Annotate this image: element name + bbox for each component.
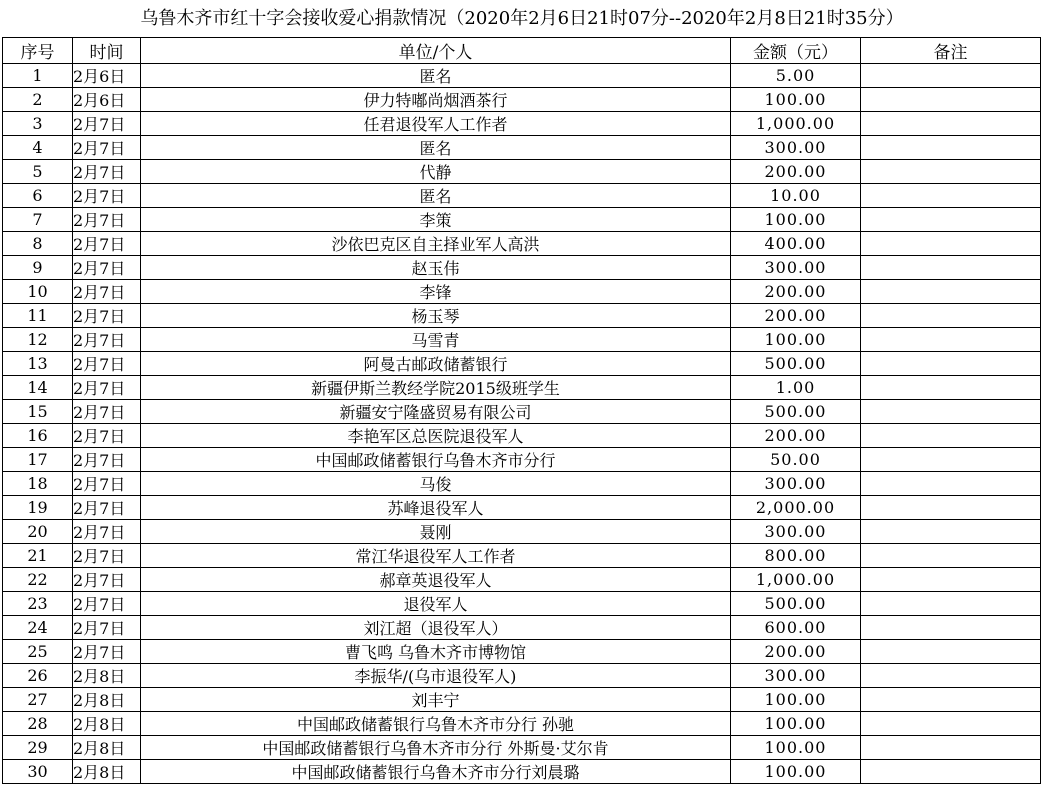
cell-amount: 300.00 xyxy=(731,472,861,496)
header-amount: 金额（元） xyxy=(731,38,861,64)
cell-amount: 200.00 xyxy=(731,424,861,448)
cell-unit: 阿曼古邮政储蓄银行 xyxy=(141,352,731,376)
cell-note xyxy=(861,592,1041,616)
cell-no: 5 xyxy=(3,160,73,184)
table-row xyxy=(3,448,1041,472)
cell-amount: 200.00 xyxy=(731,280,861,304)
cell-no: 9 xyxy=(3,256,73,280)
cell-time: 2月8日 xyxy=(73,712,141,736)
cell-time: 2月8日 xyxy=(73,664,141,688)
cell-time: 2月6日 xyxy=(73,64,141,88)
table-row xyxy=(3,112,1041,136)
cell-amount: 1,000.00 xyxy=(731,568,861,592)
table-row xyxy=(3,352,1041,376)
cell-no: 3 xyxy=(3,112,73,136)
cell-unit: 赵玉伟 xyxy=(141,256,731,280)
cell-note xyxy=(861,208,1041,232)
table-row xyxy=(3,640,1041,664)
cell-time: 2月7日 xyxy=(73,208,141,232)
cell-no: 21 xyxy=(3,544,73,568)
cell-unit: 郝章英退役军人 xyxy=(141,568,731,592)
cell-time: 2月7日 xyxy=(73,280,141,304)
cell-note xyxy=(861,352,1041,376)
cell-time: 2月8日 xyxy=(73,688,141,712)
table-row xyxy=(3,712,1041,736)
cell-no: 24 xyxy=(3,616,73,640)
cell-time: 2月7日 xyxy=(73,352,141,376)
cell-note xyxy=(861,256,1041,280)
cell-amount: 100.00 xyxy=(731,328,861,352)
cell-unit: 中国邮政储蓄银行乌鲁木齐市分行刘晨璐 xyxy=(141,760,731,784)
header-time: 时间 xyxy=(73,38,141,64)
table-row xyxy=(3,760,1041,784)
header-unit: 单位/个人 xyxy=(141,38,731,64)
cell-unit: 新疆伊斯兰教经学院2015级班学生 xyxy=(141,376,731,400)
cell-note xyxy=(861,616,1041,640)
cell-amount: 300.00 xyxy=(731,256,861,280)
table-row xyxy=(3,424,1041,448)
cell-time: 2月7日 xyxy=(73,400,141,424)
cell-time: 2月7日 xyxy=(73,184,141,208)
cell-unit: 新疆安宁隆盛贸易有限公司 xyxy=(141,400,731,424)
cell-no: 22 xyxy=(3,568,73,592)
cell-no: 14 xyxy=(3,376,73,400)
cell-unit: 伊力特嘟尚烟酒茶行 xyxy=(141,88,731,112)
cell-time: 2月7日 xyxy=(73,448,141,472)
cell-no: 29 xyxy=(3,736,73,760)
table-row xyxy=(3,496,1041,520)
cell-amount: 10.00 xyxy=(731,184,861,208)
table-header-row xyxy=(3,38,1041,64)
cell-amount: 100.00 xyxy=(731,688,861,712)
cell-unit: 匿名 xyxy=(141,136,731,160)
cell-amount: 500.00 xyxy=(731,400,861,424)
cell-note xyxy=(861,664,1041,688)
cell-time: 2月7日 xyxy=(73,136,141,160)
cell-unit: 匿名 xyxy=(141,64,731,88)
cell-no: 2 xyxy=(3,88,73,112)
cell-note xyxy=(861,376,1041,400)
cell-time: 2月7日 xyxy=(73,472,141,496)
cell-note xyxy=(861,232,1041,256)
cell-amount: 2,000.00 xyxy=(731,496,861,520)
cell-amount: 300.00 xyxy=(731,136,861,160)
cell-time: 2月6日 xyxy=(73,88,141,112)
cell-amount: 200.00 xyxy=(731,160,861,184)
cell-no: 27 xyxy=(3,688,73,712)
cell-no: 7 xyxy=(3,208,73,232)
cell-time: 2月7日 xyxy=(73,496,141,520)
cell-no: 15 xyxy=(3,400,73,424)
cell-unit: 匿名 xyxy=(141,184,731,208)
cell-amount: 300.00 xyxy=(731,664,861,688)
table-row xyxy=(3,664,1041,688)
cell-unit: 李锋 xyxy=(141,280,731,304)
cell-no: 25 xyxy=(3,640,73,664)
cell-no: 20 xyxy=(3,520,73,544)
cell-no: 8 xyxy=(3,232,73,256)
cell-amount: 100.00 xyxy=(731,208,861,232)
cell-no: 19 xyxy=(3,496,73,520)
table-row xyxy=(3,688,1041,712)
cell-unit: 聂刚 xyxy=(141,520,731,544)
cell-note xyxy=(861,448,1041,472)
cell-note xyxy=(861,328,1041,352)
cell-note xyxy=(861,280,1041,304)
cell-note xyxy=(861,112,1041,136)
table-body xyxy=(3,64,1041,784)
cell-note xyxy=(861,304,1041,328)
cell-no: 18 xyxy=(3,472,73,496)
cell-note xyxy=(861,136,1041,160)
cell-no: 28 xyxy=(3,712,73,736)
cell-note xyxy=(861,184,1041,208)
cell-time: 2月7日 xyxy=(73,232,141,256)
cell-amount: 200.00 xyxy=(731,640,861,664)
cell-unit: 退役军人 xyxy=(141,592,731,616)
cell-time: 2月7日 xyxy=(73,616,141,640)
table-row xyxy=(3,328,1041,352)
cell-amount: 600.00 xyxy=(731,616,861,640)
table-row xyxy=(3,736,1041,760)
table-row xyxy=(3,280,1041,304)
cell-time: 2月8日 xyxy=(73,760,141,784)
table-row xyxy=(3,64,1041,88)
cell-unit: 刘江超（退役军人） xyxy=(141,616,731,640)
cell-unit: 李策 xyxy=(141,208,731,232)
cell-unit: 马俊 xyxy=(141,472,731,496)
cell-no: 17 xyxy=(3,448,73,472)
cell-time: 2月7日 xyxy=(73,568,141,592)
cell-note xyxy=(861,760,1041,784)
cell-note xyxy=(861,640,1041,664)
table-row xyxy=(3,520,1041,544)
cell-no: 26 xyxy=(3,664,73,688)
cell-no: 23 xyxy=(3,592,73,616)
cell-no: 10 xyxy=(3,280,73,304)
cell-amount: 500.00 xyxy=(731,592,861,616)
cell-no: 6 xyxy=(3,184,73,208)
cell-no: 12 xyxy=(3,328,73,352)
cell-time: 2月7日 xyxy=(73,544,141,568)
cell-note xyxy=(861,712,1041,736)
header-note: 备注 xyxy=(861,38,1041,64)
cell-time: 2月7日 xyxy=(73,592,141,616)
cell-amount: 100.00 xyxy=(731,736,861,760)
table-row xyxy=(3,256,1041,280)
cell-unit: 杨玉琴 xyxy=(141,304,731,328)
cell-unit: 中国邮政储蓄银行乌鲁木齐市分行 xyxy=(141,448,731,472)
cell-note xyxy=(861,472,1041,496)
cell-unit: 中国邮政储蓄银行乌鲁木齐市分行 外斯曼·艾尔肯 xyxy=(141,736,731,760)
cell-amount: 50.00 xyxy=(731,448,861,472)
cell-amount: 1,000.00 xyxy=(731,112,861,136)
header-no: 序号 xyxy=(3,38,73,64)
cell-unit: 沙依巴克区自主择业军人高洪 xyxy=(141,232,731,256)
donation-table xyxy=(2,37,1041,784)
cell-unit: 李艳军区总医院退役军人 xyxy=(141,424,731,448)
cell-amount: 100.00 xyxy=(731,760,861,784)
cell-time: 2月7日 xyxy=(73,256,141,280)
cell-note xyxy=(861,520,1041,544)
cell-time: 2月7日 xyxy=(73,304,141,328)
table-row xyxy=(3,544,1041,568)
cell-no: 30 xyxy=(3,760,73,784)
table-row xyxy=(3,472,1041,496)
cell-unit: 李振华/(乌市退役军人) xyxy=(141,664,731,688)
table-row xyxy=(3,184,1041,208)
cell-note xyxy=(861,400,1041,424)
cell-note xyxy=(861,64,1041,88)
cell-note xyxy=(861,736,1041,760)
cell-amount: 200.00 xyxy=(731,304,861,328)
cell-no: 4 xyxy=(3,136,73,160)
cell-unit: 任君退役军人工作者 xyxy=(141,112,731,136)
table-row xyxy=(3,160,1041,184)
cell-note xyxy=(861,424,1041,448)
cell-note xyxy=(861,688,1041,712)
cell-amount: 500.00 xyxy=(731,352,861,376)
cell-unit: 中国邮政储蓄银行乌鲁木齐市分行 孙驰 xyxy=(141,712,731,736)
table-row xyxy=(3,616,1041,640)
cell-amount: 400.00 xyxy=(731,232,861,256)
cell-unit: 常江华退役军人工作者 xyxy=(141,544,731,568)
cell-time: 2月7日 xyxy=(73,160,141,184)
cell-note xyxy=(861,496,1041,520)
cell-amount: 100.00 xyxy=(731,712,861,736)
cell-time: 2月7日 xyxy=(73,520,141,544)
cell-unit: 苏峰退役军人 xyxy=(141,496,731,520)
cell-note xyxy=(861,160,1041,184)
table-row xyxy=(3,400,1041,424)
table-row xyxy=(3,208,1041,232)
cell-amount: 1.00 xyxy=(731,376,861,400)
cell-no: 16 xyxy=(3,424,73,448)
cell-note xyxy=(861,544,1041,568)
table-row xyxy=(3,592,1041,616)
table-row xyxy=(3,304,1041,328)
cell-unit: 代静 xyxy=(141,160,731,184)
table-row xyxy=(3,232,1041,256)
cell-time: 2月7日 xyxy=(73,112,141,136)
table-row xyxy=(3,376,1041,400)
cell-unit: 刘丰宁 xyxy=(141,688,731,712)
cell-time: 2月8日 xyxy=(73,736,141,760)
table-row xyxy=(3,88,1041,112)
cell-amount: 5.00 xyxy=(731,64,861,88)
cell-time: 2月7日 xyxy=(73,328,141,352)
cell-no: 1 xyxy=(3,64,73,88)
cell-no: 13 xyxy=(3,352,73,376)
cell-amount: 100.00 xyxy=(731,88,861,112)
cell-amount: 800.00 xyxy=(731,544,861,568)
table-row xyxy=(3,136,1041,160)
cell-note xyxy=(861,568,1041,592)
cell-note xyxy=(861,88,1041,112)
cell-time: 2月7日 xyxy=(73,424,141,448)
cell-no: 11 xyxy=(3,304,73,328)
table-row xyxy=(3,568,1041,592)
cell-time: 2月7日 xyxy=(73,640,141,664)
cell-unit: 曹飞鸣 乌鲁木齐市博物馆 xyxy=(141,640,731,664)
cell-unit: 马雪青 xyxy=(141,328,731,352)
page-title: 乌鲁木齐市红十字会接收爱心捐款情况（2020年2月6日21时07分--2020年2月8日21时35分） xyxy=(140,8,904,29)
cell-time: 2月7日 xyxy=(73,376,141,400)
cell-amount: 300.00 xyxy=(731,520,861,544)
